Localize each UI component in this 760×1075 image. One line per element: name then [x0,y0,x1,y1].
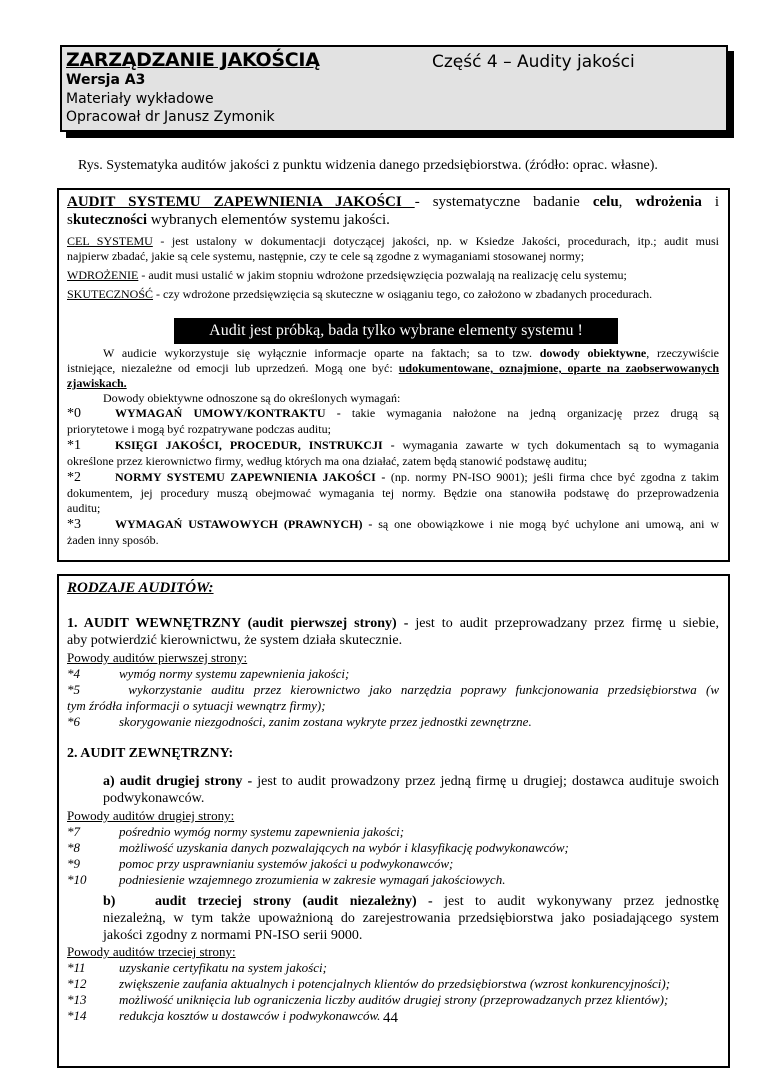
first-party-reasons-label: Powody auditów pierwszej strony: [67,650,248,665]
internal-audit-line: 1. AUDIT WEWNĘTRZNY (audit pierwszej strony) - jest to audit przeprowadzany przez firmę u siebie, [67,616,719,631]
requirement-item: *2 NORMY SYSTEMU ZAPEWNIENIA JAKOŚCI - (np. normy PN-ISO 9001); jeśli firma chce być zgodna z takim [67,470,719,485]
requirement-item-cont: auditu; [67,501,101,515]
list-item: *14 redukcja kosztów u dostawców i podwykonawców. [67,1008,381,1023]
list-item: *10 podniesienie wzajemnego zrozumienia w zakresie wymagań jakościowych. [67,872,506,887]
section-heading: AUDIT SYSTEMU ZAPEWNIENIA JAKOŚCI [67,194,415,210]
third-party-reasons-label: Powody auditów trzeciej strony: [67,944,236,959]
list-item: *7 pośrednio wymóg normy systemu zapewnienia jakości; [67,824,405,839]
third-party-line: b) audit trzeciej strony (audit niezależny) - jest to audit wykonywany przez jednostkę [103,894,719,909]
list-item: *4 wymóg normy systemu zapewnienia jakości; [67,666,350,681]
requirement-item-cont: priorytetowe i mogą być rozpatrywane podczas auditu; [67,422,331,436]
list-item: *9 pomoc przy usprawnianiu systemów jakości u podwykonawców; [67,856,454,871]
list-item: *8 możliwość uzyskania danych pozwalających na wybór i klasyfikację podwykonawców; [67,840,569,855]
list-item: *6 skorygowanie niezgodności, zanim zostana wykryte przez jednostki zewnętrzne. [67,714,532,729]
list-item-cont: tym źródła informacji o sytuacji wewnątrz firmy); [67,698,326,713]
author-label: Opracował dr Janusz Zymonik [66,109,275,125]
list-item: *11 uzyskanie certyfikatu na system jakości; [67,960,327,975]
internal-audit-line-2: aby potwierdzić kierownictwu, że system działa skutecznie. [67,633,403,648]
figure-caption: Rys. Systematyka auditów jakości z punktu widzenia danego przedsiębiorstwa. (źródło: oprac. własne). [78,158,658,173]
list-item: *5 wykorzystanie auditu przez kierownictwo jako narzędzia poprawy funkcjonowania przedsiębiorstwa (w [67,682,719,697]
audit-system-box [57,188,730,562]
materials-label: Materiały wykładowe [66,91,214,107]
page-number: 44 [383,1010,398,1026]
evidence-paragraph-3: zjawiskach. [67,376,127,390]
requirement-item-cont: żaden inny sposób. [67,533,159,547]
definition-line: AUDIT SYSTEMU ZAPEWNIENIA JAKOŚCI - systematyczne badanie celu, wdrożenia i [67,194,720,210]
part-title: Część 4 – Audity jakości [432,52,635,72]
document-title: ZARZĄDZANIE JAKOŚCIĄ [66,49,320,71]
cel-systemu-line: CEL SYSTEMU - jest ustalony w dokumentacji dotyczącej jakości, np. w Ksiedze Jakości, procedurach, itp.; audit musi [67,234,719,248]
header-box [60,45,728,132]
requirement-item: *0 WYMAGAŃ UMOWY/KONTRAKTU - takie wymagania nałożone na jedną organizację przez drugą są [67,406,719,421]
version-label: Wersja A3 [66,72,146,88]
section-heading: RODZAJE AUDITÓW: [67,580,214,596]
external-audit-heading: 2. AUDIT ZEWNĘTRZNY: [67,746,234,761]
second-party-reasons-label: Powody auditów drugiej strony: [67,808,235,823]
requirements-intro: Dowody obiektywne odnoszone są do określonych wymagań: [103,391,401,405]
second-party-line-2: podwykonawców. [103,791,205,806]
third-party-line-3: jakości zgodny z normami PN-ISO serii 9000. [103,928,363,943]
list-item: *13 możliwość uniknięcia lub ograniczenia liczby auditów drugiej strony (przeprowadzanych przez klientów); [67,992,669,1007]
audit-types-box [57,574,730,1068]
definition-line-2: skuteczności wybranych elementów systemu jakości. [67,212,390,228]
second-party-line: a) audit drugiej strony - jest to audit prowadzony przez jedną firmę u drugiej; dostawca audituje swoich [103,774,720,789]
list-item: *12 zwiększenie zaufania aktualnych i potencjalnych klientów do przedsiębiorstwa (wzrost konkurencyjności); [67,976,671,991]
requirement-item-cont: dokumentem, jej procedury muszą obejmować wymagania tej normy. Będzie ona stanowiła podstawę do przeprowadzenia [67,486,719,500]
skutecznosc-line: SKUTECZNOŚĆ - czy wdrożone przedsięwzięcia są skuteczne w osiąganiu tego, co założono w zbadanych procedurach. [67,287,653,301]
evidence-paragraph-2: istniejące, niezależne od emocji lub uprzedzeń. Mogą one być: udokumentowane, oznajmione, oparte na zaobserwowanych [67,361,719,375]
sample-banner: Audit jest próbką, bada tylko wybrane elementy systemu ! [174,318,618,344]
requirement-item: *1 KSIĘGI JAKOŚCI, PROCEDUR, INSTRUKCJI - wymagania zawarte w tych dokumentach są to wymagania [67,438,719,453]
requirement-item: *3 WYMAGAŃ USTAWOWYCH (PRAWNYCH) - są one obowiązkowe i nie mogą być uchylone ani umową, ani w [67,517,720,532]
requirement-item-cont: określone przez kierownictwo firmy, według których ma ona działać, zatem będą stanowić podstawę auditu; [67,454,588,468]
wdrozenie-line: WDROŻENIE - audit musi ustalić w jakim stopniu wdrożone przedsięwzięcia pozwalają na realizację celu systemu; [67,268,627,282]
third-party-line-2: niezależną, w tym także upoważnioną do zarejestrowania przedsiębiorstwa jako posiadającego system [103,911,719,926]
evidence-paragraph: W audicie wykorzystuje się wyłącznie informacje oparte na faktach; sa to tzw. dowody obiektywne, rzeczywiście [103,346,719,360]
cel-systemu-line-2: najpierw zbadać, jakie są cele systemu, następnie, czy te cele są zgodne z wymaganiami stosowanej normy; [67,249,585,263]
